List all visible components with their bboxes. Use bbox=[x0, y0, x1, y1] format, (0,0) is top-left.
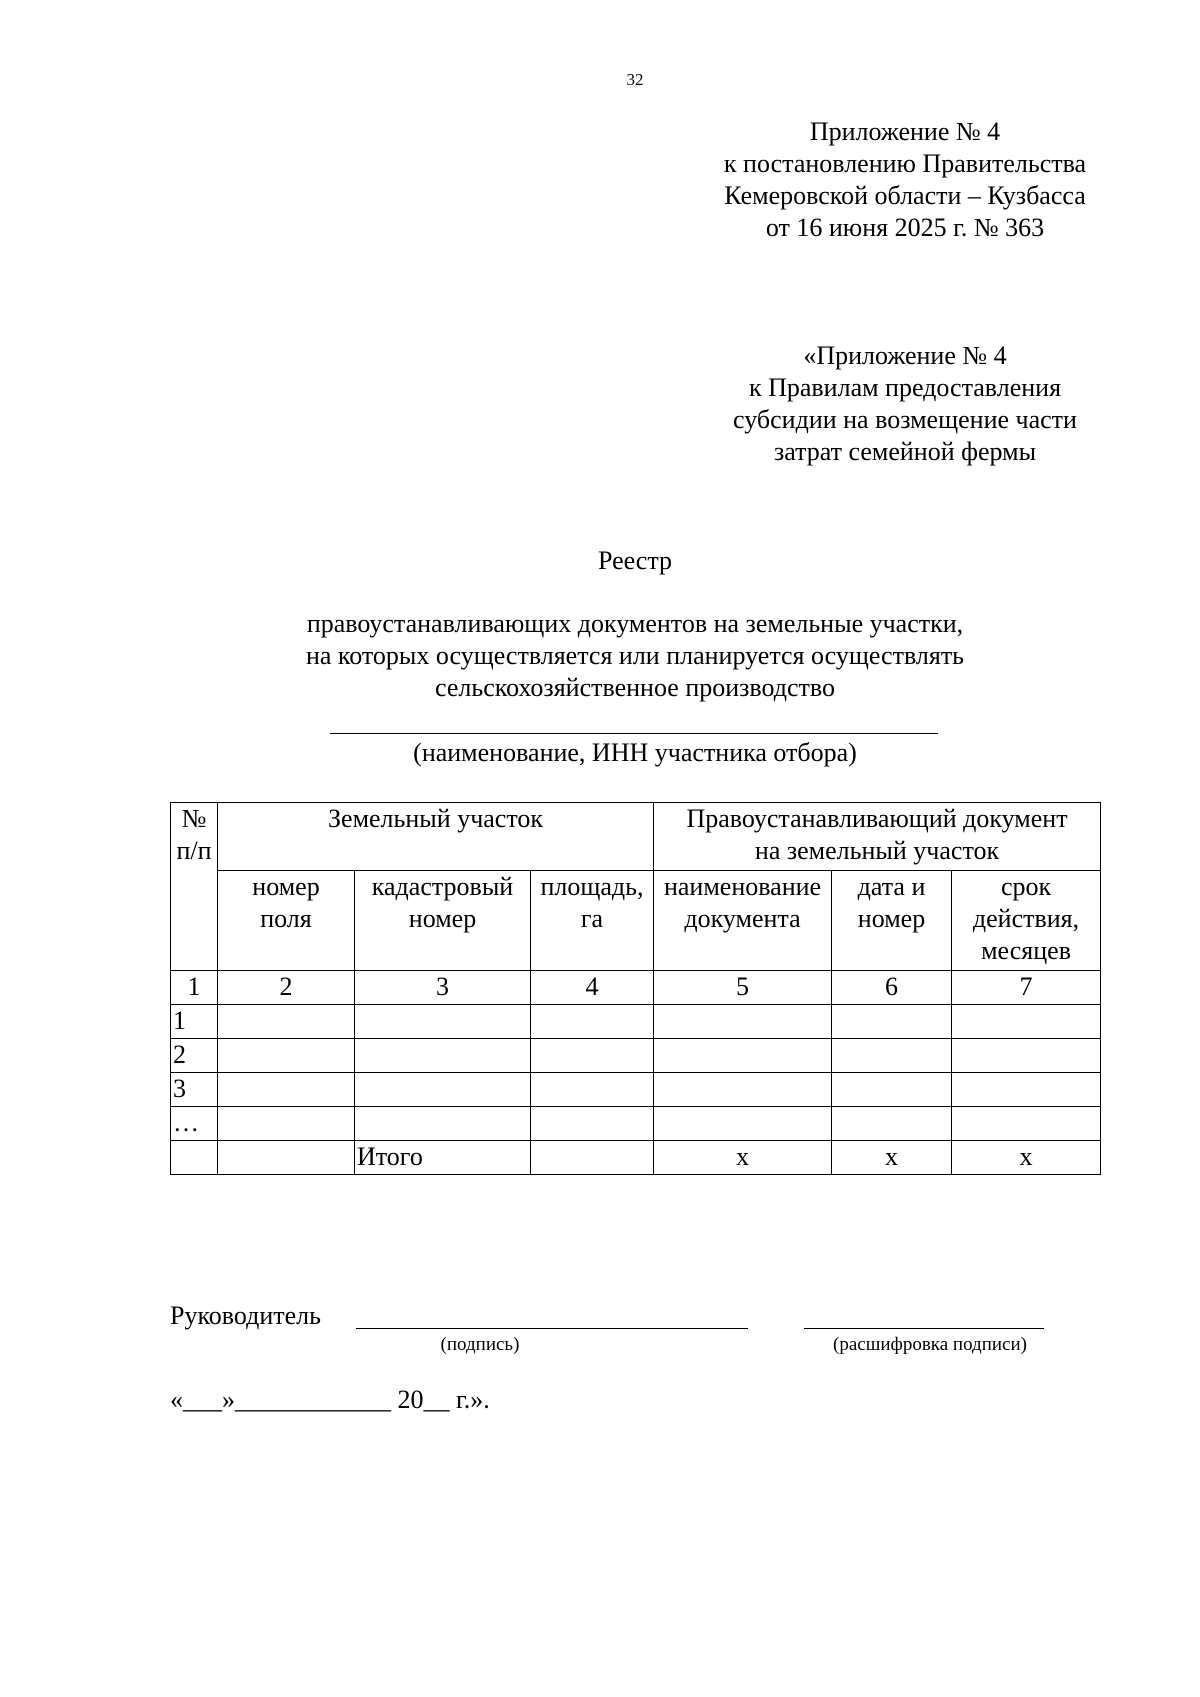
subtitle-line: на которых осуществляется или планируется осуществлять bbox=[305, 641, 965, 670]
column-number-row: 1 2 3 4 5 6 7 bbox=[171, 971, 1101, 1005]
table-row: … bbox=[171, 1107, 1101, 1141]
approval-line: к постановлению Правительства bbox=[723, 149, 1087, 178]
appendix-line: к Правилам предоставления bbox=[748, 373, 1062, 402]
manager-label: Руководитель bbox=[170, 1301, 321, 1330]
approval-line: Кемеровской области – Кузбасса bbox=[724, 181, 1086, 210]
appendix-line: субсидии на возмещение части bbox=[733, 405, 1077, 434]
header-cadastral-number: кадастровый номер bbox=[355, 871, 531, 971]
participant-name-caption: (наименование, ИНН участника отбора) bbox=[413, 738, 857, 767]
header-row-2 bbox=[171, 871, 1101, 971]
registry-subtitle bbox=[200, 608, 1070, 704]
total-label: Итого bbox=[355, 1141, 531, 1175]
approval-line: Приложение № 4 bbox=[809, 117, 1001, 146]
table-row: 3 bbox=[171, 1073, 1101, 1107]
appendix-line: «Приложение № 4 bbox=[803, 341, 1007, 370]
header-col-no: № п/п bbox=[171, 803, 218, 971]
signature-line bbox=[356, 1328, 748, 1329]
signature-decode-line bbox=[804, 1328, 1044, 1329]
header-area: площадь, га bbox=[531, 871, 654, 971]
approval-block bbox=[680, 116, 1130, 244]
table-row: 1 bbox=[171, 1005, 1101, 1039]
subtitle-line: сельскохозяйственное производство bbox=[434, 673, 836, 702]
header-field-number: номер поля bbox=[218, 871, 355, 971]
signature-decode-caption: (расшифровка подписи) bbox=[833, 1334, 1027, 1355]
date-line: «___»____________ 20__ г.». bbox=[170, 1385, 490, 1414]
subtitle-line: правоустанавливающих документов на земельные участки, bbox=[306, 609, 964, 638]
header-document-name: наименование документа bbox=[654, 871, 832, 971]
total-row: Итого х х х bbox=[171, 1141, 1101, 1175]
header-validity-period: срок действия, месяцев bbox=[952, 871, 1101, 971]
header-land-plot: Земельный участок bbox=[218, 803, 654, 871]
registry-title: Реестр bbox=[597, 546, 673, 575]
header-row-1 bbox=[171, 803, 1101, 871]
header-date-number: дата и номер bbox=[832, 871, 952, 971]
table-row: 2 bbox=[171, 1039, 1101, 1073]
signature-caption: (подпись) bbox=[440, 1334, 520, 1355]
participant-name-line bbox=[330, 733, 938, 734]
header-title-document: Правоустанавливающий документ на земельный участок bbox=[654, 803, 1101, 871]
register-table bbox=[170, 802, 1101, 1175]
appendix-line: затрат семейной фермы bbox=[773, 437, 1037, 466]
appendix-block bbox=[680, 340, 1130, 468]
approval-line: от 16 июня 2025 г. № 363 bbox=[765, 213, 1045, 242]
page-number: 32 bbox=[626, 70, 644, 89]
